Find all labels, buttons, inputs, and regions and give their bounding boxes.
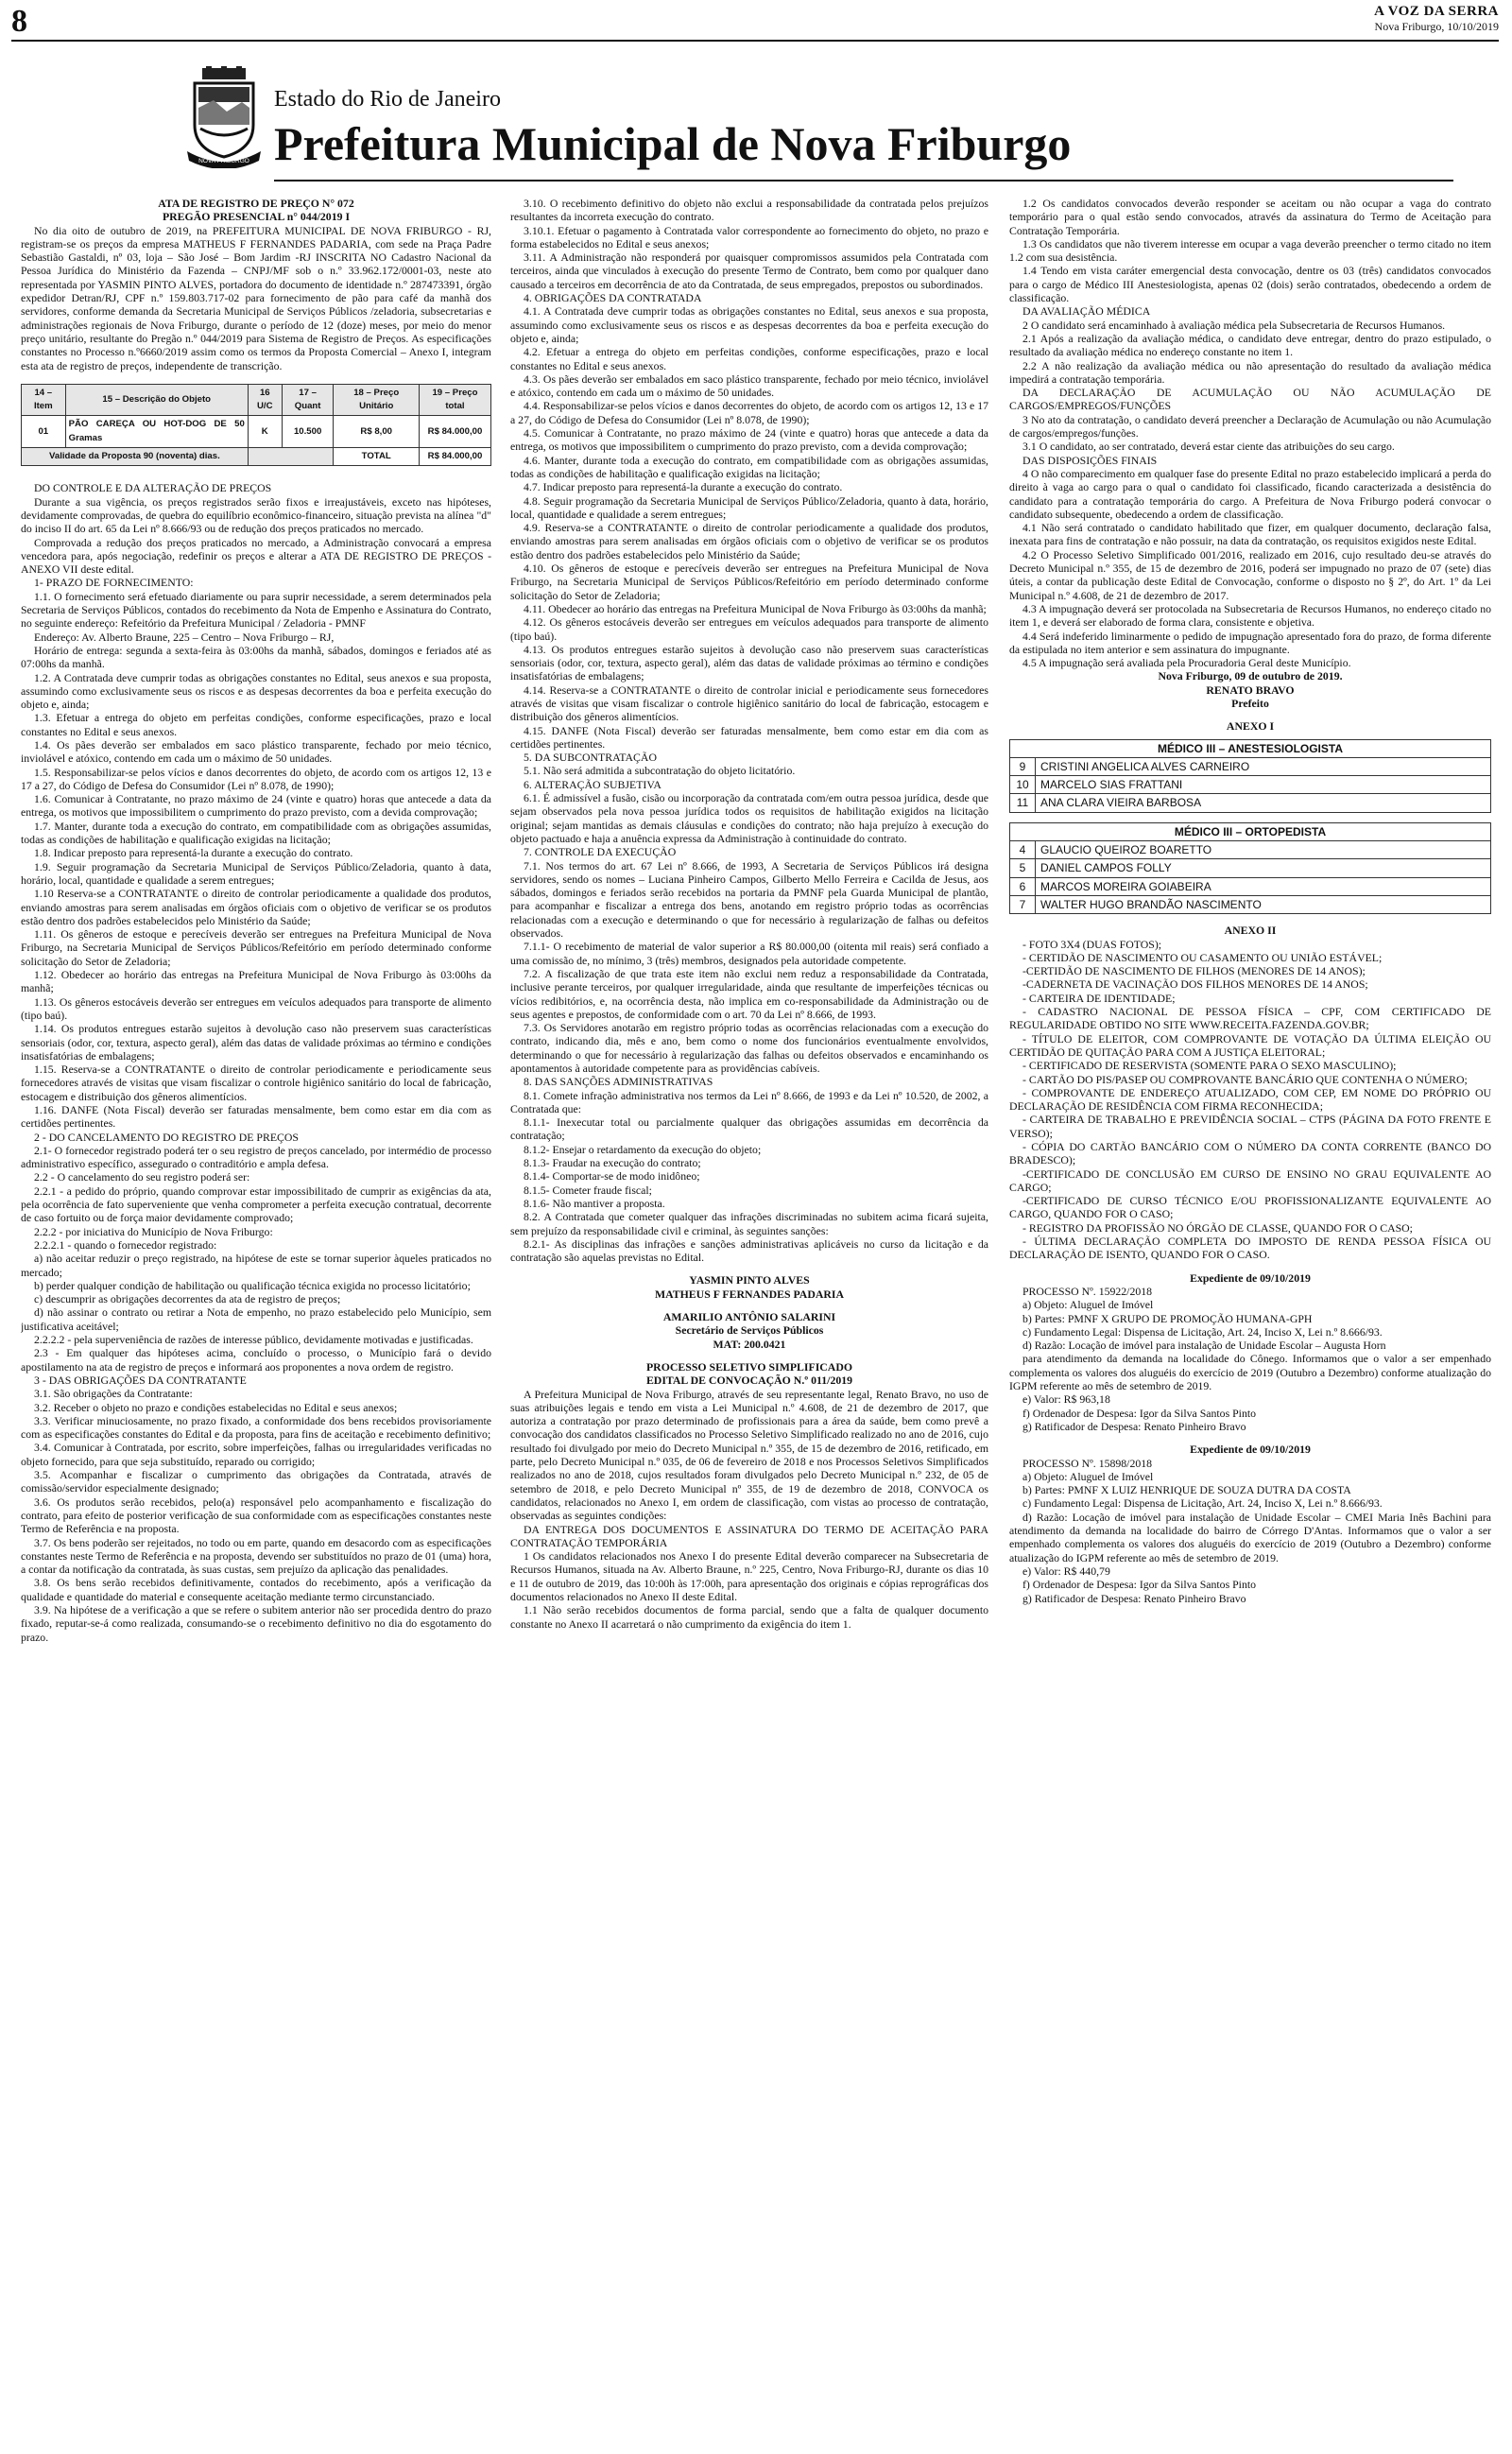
paragraph: 2.2 A não realização da avaliação médica ou não apresentação do resultado da avaliação médica impedirá a contratação temporária. [1009, 358, 1491, 386]
paragraph: 3.10. O recebimento definitivo do objeto não exclui a responsabilidade da contratada pelos prejuízos resultantes da incorreta execução do contrato. [510, 197, 988, 224]
list-item: PROCESSO Nº. 15922/2018 [1022, 1284, 1153, 1298]
sign-date: Nova Friburgo, 09 de outubro de 2019. [1158, 669, 1343, 683]
paragraph: 1.7. Manter, durante toda a execução do contrato, em compatibilidade com as obrigações assumidas, todas as condições de habilitação e qualificação exigidas na licitação; [21, 819, 491, 847]
edital-body [510, 1388, 988, 1631]
paragraph: 5. DA SUBCONTRATAÇÃO [524, 751, 657, 765]
table-cell: 10.500 [282, 416, 334, 448]
mayor-role: Prefeito [1231, 696, 1269, 710]
table-cell: R$ 8,00 [334, 416, 419, 448]
paragraph: DAS DISPOSIÇÕES FINAIS [1022, 453, 1158, 467]
paragraph: 3 No ato da contratação, o candidato deverá preencher a Declaração de Acumulação ou não Acumulação de cargos/empregos/funções. [1009, 412, 1491, 441]
paragraph: Durante a sua vigência, os preços registrados serão fixos e irreajustáveis, exceto nas hipóteses, devidamente comprovadas, de quebra do equilíbrio econômico-financeiro, situação prevista na alínea "d" do inciso II do art. 65 da Lei nº 8.666/93 ou de redução dos preços praticados no mercado. [21, 494, 491, 536]
expediente-title: Expediente de 09/10/2019 [1190, 1443, 1311, 1457]
signature-mat: MAT: 200.0421 [713, 1337, 786, 1351]
paragraph: 1.8. Indicar preposto para representá-la durante a execução do contrato. [34, 846, 353, 860]
paragraph: 1.4. Os pães deverão ser embalados em saco plástico transparente, fechado por meio técnico, inviolável e atóxico, contendo em cada um o máximo de 50 unidades. [21, 737, 491, 766]
list-item: f) Ordenador de Despesa: Igor da Silva Santos Pinto [1022, 1406, 1257, 1420]
table-cell: R$ 84.000,00 [419, 416, 490, 448]
list-item: d) Razão: Locação de imóvel para instalação de Unidade Escolar – Augusta Horn [1022, 1339, 1386, 1353]
ata-title: ATA DE REGISTRO DE PREÇO N° 072 [158, 197, 354, 210]
paragraph: 8.1.6- Não mantiver a proposta. [524, 1196, 665, 1210]
svg-text:NOVA FRIBURGO: NOVA FRIBURGO [198, 158, 249, 164]
ata-intro: No dia oito de outubro de 2019, na PREFEITURA MUNICIPAL DE NOVA FRIBURGO - RJ, registram-se os preços da empresa MATHEUS F FERNANDES PADARIA, com sede na Praça Padre Sebastião Gastaldi, nº 03, loja – São José – Bom Jardim -RJ INSCRITA NO Cadastro Nacional da Pessoa Jurídica do Ministério da Fazenda – CNPJ/MF sob o n.º 33.962.172/0001-03, neste ato representada por YASMIN PINTO ALVES, portadora do documento de identidade n.º 287473391, órgão expedidor Detran/RJ, CPF n.º 159.803.717-02 para fornecimento de pão para café da manhã dos servidores, conforme demanda da Secretaria Municipal de Serviços Públicos /zeladoria, subsecretarias e administrações regionais de Nova Friburgo, durante o período de 12 (doze) meses, por meio do menor preço unitário, resultante do Pregão n.º 044/2019 para Sistema de Registro de Preços. As especificações constantes no Processo n.º6660/2019 assim como os termos da Proposta Comercial – Anexo I, integram esta ata de registro de preços, independente de transcrição. [21, 223, 491, 372]
paragraph: 1.1. O fornecimento será efetuado diariamente ou para suprir necessidade, a serem determinados pela Secretaria de Serviços Públicos, contados do recebimento da Nota de Empenho e Assinatura do Contrato, no seguinte endereço: Refeitório da Prefeitura Municipal / Zeladoria - PMNF [21, 589, 491, 631]
pregao-title: PREGÃO PRESENCIAL n° 044/2019 I [162, 210, 351, 224]
list-item: - REGISTRO DA PROFISSÃO NO ÓRGÃO DE CLASSE, QUANDO FOR O CASO; [1022, 1220, 1413, 1235]
paragraph: 2 O candidato será encaminhado à avaliação médica pela Subsecretaria de Recursos Humanos. [1022, 318, 1446, 332]
paragraph: Comprovada a redução dos preços praticados no mercado, a Administração convocará a empresa vencedora para, após negociação, redefinir os preços e alterar a ATA DE REGISTRO DE PREÇOS - ANEXO VII deste edital. [21, 535, 491, 577]
paragraph: 2 - DO CANCELAMENTO DO REGISTRO DE PREÇOS [34, 1130, 299, 1144]
col1-body [21, 481, 491, 1644]
paragraph: 2.1- O fornecedor registrado poderá ter o seu registro de preços cancelado, por intermédio de processo administrativo específico, assegurado o contraditório e ampla defesa. [21, 1143, 491, 1171]
paragraph: 4.2. Efetuar a entrega do objeto em perfeitas condições, conforme especificações, prazo e local constantes no Edital e seus anexos. [510, 345, 988, 372]
table-row: 9 CRISTINI ANGELICA ALVES CARNEIRO [1010, 757, 1491, 775]
paragraph: 1.3 Os candidatos que não tiverem interesse em ocupar a vaga deverão preencher o termo citado no item 1.2 com sua desistência. [1009, 236, 1491, 265]
paragraph: 2.2.2.2 - pela superveniência de razões de interesse público, devidamente motivadas e justificadas. [34, 1333, 473, 1347]
validity-cell: Validade da Proposta 90 (noventa) dias. [22, 448, 249, 466]
paragraph: 3.9. Na hipótese de a verificação a que se refere o subitem anterior não ser procedida dentro do prazo fixado, reputar-se-á como realizada, consumando-se o recebimento definitivo no dia do esgotamento do prazo. [21, 1602, 491, 1644]
paragraph: 8.1.5- Cometer fraude fiscal; [524, 1183, 652, 1197]
paragraph: 8.1. Comete infração administrativa nos termos da Lei nº 8.666, de 1993 e da Lei nº 10.520, de 2002, a Contratada que: [510, 1088, 988, 1115]
paragraph: 1.2 Os candidatos convocados deverão responder se aceitam ou não ocupar a vaga do contrato temporário para o qual estão sendo convocados, através da assinatura do Termo de Aceitação para Contratação Temporária. [1009, 197, 1491, 237]
paragraph: 1.9. Seguir programação da Secretaria Municipal de Serviços Público/Zeladoria, quanto à data, horário, local, quantidade e qualidade a serem entregues; [21, 859, 491, 887]
table-cell: PÃO CAREÇA OU HOT-DOG DE 50 Gramas [65, 416, 248, 448]
total-value: R$ 84.000,00 [419, 448, 490, 466]
paragraph: 7.1.1- O recebimento de material de valor superior a R$ 80.000,00 (oitenta mil reais) será confiado a uma comissão de, no mínimo, 3 (três) membros, designados pela autoridade competente. [510, 940, 988, 967]
paragraph: 8.1.2- Ensejar o retardamento da execução do objeto; [524, 1142, 762, 1156]
list-item: c) Fundamento Legal: Dispensa de Licitação, Art. 24, Inciso X, Lei n.º 8.666/93. [1022, 1496, 1383, 1511]
paragraph: 3.10.1. Efetuar o pagamento à Contratada valor correspondente ao fornecimento do objeto, no prazo e forma estabelecidos no Edital e seus anexos; [510, 223, 988, 251]
paragraph: 4.11. Obedecer ao horário das entregas na Prefeitura Municipal de Nova Friburgo às 03:00hs da manhã; [524, 601, 987, 615]
paragraph: 4.13. Os produtos entregues estarão sujeitos à devolução caso não preservem suas características sensoriais (odor, cor, textura, aspecto geral), além das datas de validade próximas ao término e condições insatisfatórias de embalagens; [510, 642, 988, 683]
table-header: 18 – Preço Unitário [334, 384, 419, 416]
table-row: 11 ANA CLARA VIEIRA BARBOSA [1010, 794, 1491, 812]
paragraph: 4.14. Reserva-se a CONTRATANTE o direito de controlar inicial e periodicamente seus fornecedores através de visitas que visam fiscalizar o controle higiênico sanitário do local de fabricação, estocagem e distribuição dos gêneros alimentícios. [510, 683, 988, 724]
list-item: e) Valor: R$ 963,18 [1022, 1392, 1110, 1407]
paragraph: 4.1 Não será contratado o candidato habilitado que fizer, em qualquer documento, declaração falsa, inexata para fins de contratação e não possuir, na data da contratação, os requisitos exigidos neste Edital. [1009, 521, 1491, 548]
paragraph: 8.2. A Contratada que cometer qualquer das infrações discriminadas no subitem acima ficará sujeita, sem prejuízo da responsabilidade civil e criminal, às seguintes sanções: [510, 1210, 988, 1237]
column-1 [21, 197, 491, 2437]
list-item: a) Objeto: Aluguel de Imóvel [1022, 1298, 1154, 1312]
table-row [22, 448, 491, 466]
paragraph: 1.16. DANFE (Nota Fiscal) deverão ser faturadas mensalmente, bem como estar em dia com as certidões pertinentes. [21, 1103, 491, 1131]
list-item: -CERTIDÃO DE NASCIMENTO DE FILHOS (MENORES DE 14 ANOS); [1022, 964, 1366, 978]
paragraph: 8.1.3- Fraudar na execução do contrato; [524, 1156, 701, 1170]
paragraph: 1.15. Reserva-se a CONTRATANTE o direito de controlar periodicamente e periodicamente seus fornecedores através de visitas que visam fiscalizar o controle higiênico sanitário do local de fabricação, estocagem e distribuição dos gêneros alimentícios. [21, 1063, 491, 1103]
list-item: - TÍTULO DE ELEITOR, COM COMPROVANTE DE VOTAÇÃO DA ÚLTIMA ELEIÇÃO OU CERTIDÃO DE QUITAÇÃO PARA COM A JUSTIÇA ELEITORAL; [1009, 1031, 1491, 1059]
table-header: 19 – Preço total [419, 384, 490, 416]
paragraph: b) perder qualquer condição de habilitação ou qualificação técnica exigida no processo licitatório; [34, 1278, 471, 1292]
paragraph: 1.5. Responsabilizar-se pelos vícios e danos decorrentes do objeto, de acordo com os artigos 12, 13 e 17 a 27, do Código de Defesa do Consumidor (Lei nº 8.078, de 1990); [21, 765, 491, 792]
table-header: 17 – Quant [282, 384, 334, 416]
table-row: 4 GLAUCIO QUEIROZ BOARETTO [1010, 841, 1491, 859]
paragraph: 3 - DAS OBRIGAÇÕES DA CONTRATANTE [34, 1373, 247, 1387]
paragraph: 3.7. Os bens poderão ser rejeitados, no todo ou em parte, quando em desacordo com as especificações constantes neste Termo de Referência e na proposta, devendo ser substituídos no prazo de 01 (uma) hora, a contar da notificação da contratada, às suas custas, sem prejuízo da aplicação das penalidades. [21, 1535, 491, 1577]
paragraph: 2.3 - Em qualquer das hipóteses acima, concluído o processo, o Município fará o devido apostilamento na ata de registro de preços e informará aos proponentes a nova ordem de registro. [21, 1346, 491, 1374]
paragraph: 1.12. Obedecer ao horário das entregas na Prefeitura Municipal de Nova Friburgo às 03:00hs da manhã; [21, 968, 491, 995]
list-item: - CARTEIRA DE IDENTIDADE; [1022, 991, 1176, 1005]
list-item: - CADASTRO NACIONAL DE PESSOA FÍSICA – CPF, COM CERTIFICADO DE REGULARIDADE OBTIDO NO SITE WWW.RECEITA.FAZENDA.GOV.BR; [1009, 1005, 1491, 1032]
paragraph: 4.3 A impugnação deverá ser protocolada na Subsecretaria de Recursos Humanos, no endereço citado no item 1, e deverá ser elaborado de forma clara, consistente e objetiva. [1009, 601, 1491, 630]
paragraph: 4.7. Indicar preposto para representá-la durante a execução do contrato. [524, 480, 843, 494]
paragraph: 1.6. Comunicar à Contratante, no prazo máximo de 24 (vinte e quatro) horas que antecede a data da entrega, os motivos que impossibilitem o cumprimento do prazo previsto, com a devida comprovação; [21, 792, 491, 820]
paragraph: 1.1 Não serão recebidos documentos de forma parcial, sendo que a falta de qualquer documento constante no Anexo II acarretará o não cumprimento da exigência do item 1. [510, 1603, 988, 1631]
paragraph: 8.2.1- As disciplinas das infrações e sanções administrativas aplicáveis no curso da licitação e da contratação são aquelas previstas no Edital. [510, 1236, 988, 1265]
signature-company: MATHEUS F FERNANDES PADARIA [654, 1287, 844, 1301]
table-row [22, 416, 491, 448]
paragraph: 4.15. DANFE (Nota Fiscal) deverão ser faturadas mensalmente, bem como estar em dia com as certidões pertinentes. [510, 723, 988, 751]
list-item: - CÓPIA DO CARTÃO BANCÁRIO COM O NÚMERO DA CONTA CORRENTE (BANCO DO BRADESCO); [1009, 1140, 1491, 1167]
column-2 [510, 197, 988, 2437]
list-item: g) Ratificador de Despesa: Renato Pinheiro Bravo [1022, 1419, 1246, 1433]
anexo1-title: ANEXO I [1226, 719, 1275, 734]
list-item: b) Partes: PMNF X LUIZ HENRIQUE DE SOUZA DUTRA DA COSTA [1022, 1483, 1351, 1497]
paragraph: 4. OBRIGAÇÕES DA CONTRATADA [524, 291, 702, 305]
paragraph: 3.11. A Administração não responderá por quaisquer compromissos assumidos pela Contratada com terceiros, ainda que vinculados à execução do presente Termo de Contrato, bem como por qualquer dano causado a terceiros em decorrência de ato da Contratada, de seus empregados, prepostos ou subordinados. [510, 251, 988, 291]
municipality-title: Prefeitura Municipal de Nova Friburgo [274, 117, 1072, 170]
table-cell: K [248, 416, 282, 448]
list-item: e) Valor: R$ 440,79 [1022, 1564, 1110, 1578]
top-rule [11, 40, 1499, 42]
paragraph: 3.1 O candidato, ao ser contratado, deverá estar ciente das atribuições do seu cargo. [1022, 440, 1395, 454]
paragraph: 7.1. Nos termos do art. 67 Lei nº 8.666, de 1993, A Secretaria de Serviços Públicos irá designa servidores, sendo os nomes – Luciana Pinheiro Campos, Gilberto Mello Ferreira e Cacilda de Jesus, aos sábados, domingos e feriados serão recebidos na portaria da PMNF pela Guarda Municipal de plantão, para acompanhar e fiscalizar a entrega dos bens, anotando em registro próprio todas as ocorrências relacionadas com a execução e determinando o que for necessário à regularização de falhas ou defeitos observados. [510, 858, 988, 941]
state-name: Estado do Rio de Janeiro [274, 87, 501, 112]
paragraph: 1 Os candidatos relacionados nos Anexo I do presente Edital deverão comparecer na Subsecretaria de Recursos Humanos, situada na Av. Alberto Braune, n.º 225, Centro, Nova Friburgo-RJ, durante os dias 10 e 11 de outubro de 2019, das 10:00h às 17:00h, para apresentação dos originais e cópias reprográficas dos documentos relacionados no Anexo II deste Edital. [510, 1549, 988, 1603]
list-item: para atendimento da demanda na localidade do Cônego. Informamos que o valor a ser empenhado complementa os valores dos aluguéis do exercício de 2019 (Outubro a Dezembro) conforme atualização do IGPM referente ao mês de setembro de 2019. [1009, 1352, 1491, 1393]
expediente-2 [1009, 1457, 1491, 1605]
paragraph: 2.2.1 - a pedido do próprio, quando comprovar estar impossibilitado de cumprir as exigências da ata, pela ocorrência de fato superveniente que venha comprometer a perfeita execução contratual, decorrente de caso fortuito ou de força maior devidamente comprovado; [21, 1184, 491, 1225]
list-item: - CERTIDÃO DE NASCIMENTO OU CASAMENTO OU UNIÃO ESTÁVEL; [1022, 950, 1383, 964]
date-line: Nova Friburgo, 10/10/2019 [1374, 20, 1499, 33]
paragraph: 4.10. Os gêneros de estoque e perecíveis deverão ser entregues na Prefeitura Municipal de Nova Friburgo, na Secretaria Municipal de Serviços Públicos/Refeitório em período determinado conforme solicitação do Setor de Zeladoria; [510, 562, 988, 602]
paragraph: DO CONTROLE E DA ALTERAÇÃO DE PREÇOS [34, 481, 272, 495]
edital-subtitle: EDITAL DE CONVOCAÇÃO N.º 011/2019 [645, 1374, 853, 1388]
paragraph: Endereço: Av. Alberto Braune, 225 – Centro – Nova Friburgo – RJ, [34, 630, 335, 644]
paragraph: 3.2. Receber o objeto no prazo e condições estabelecidas no Edital e seus anexos; [34, 1400, 398, 1414]
table-row: 7 WALTER HUGO BRANDÃO NASCIMENTO [1010, 895, 1491, 913]
table-title: MÉDICO III – ORTOPEDISTA [1010, 822, 1491, 840]
coat-of-arms-icon [185, 66, 263, 168]
signature-role: Secretário de Serviços Públicos [675, 1323, 824, 1338]
list-item: -CERTIFICADO DE CONCLUSÃO EM CURSO DE ENSINO NO GRAU EQUIVALENTE AO CARGO; [1009, 1167, 1491, 1194]
paragraph: d) não assinar o contrato ou retirar a Nota de empenho, no prazo estabelecido pelo Município, sem justificativa aceitável; [21, 1305, 491, 1333]
total-label: TOTAL [334, 448, 419, 466]
paragraph: 7.2. A fiscalização de que trata este item não exclui nem reduz a responsabilidade da Contratada, inclusive perante terceiros, por qualquer irregularidade, ainda que resultante de imperfeições técnicas ou vícios redibitórios, e, na ocorrência desta, não implica em co-responsabilidade da Administração ou de seus agentes e prepostos, de conformidade com o art. 70 da Lei nº 8.666, de 1993. [510, 966, 988, 1021]
orthopedics-table [1009, 822, 1491, 914]
list-item: -CERTIFICADO DE CURSO TÉCNICO E/OU PROFISSIONALIZANTE EQUIVALENTE AO CARGO, QUANDO FOR O CASO; [1009, 1194, 1491, 1221]
paragraph: 3.4. Comunicar à Contratada, por escrito, sobre imperfeições, falhas ou irregularidades verificadas no objeto fornecido, para que seja substituído, reparado ou corrigido; [21, 1441, 491, 1468]
list-item: PROCESSO Nº. 15898/2018 [1022, 1456, 1153, 1470]
list-item: g) Ratificador de Despesa: Renato Pinheiro Bravo [1022, 1591, 1246, 1605]
col3-body [1009, 197, 1491, 669]
paragraph: DA DECLARAÇÃO DE ACUMULAÇÃO OU NÃO ACUMULAÇÃO DE CARGOS/EMPREGOS/FUNÇÕES [1009, 386, 1491, 413]
paragraph: 4.1. A Contratada deve cumprir todas as obrigações constantes no Edital, seus anexos e sua proposta, assumindo como exclusivamente seus os riscos e as despesas decorrentes da boa e perfeita execução do objeto e, ainda; [510, 304, 988, 345]
column-3 [1009, 197, 1491, 2437]
price-table [21, 384, 491, 466]
table-header: 14 – Item [22, 384, 66, 416]
paragraph: 3.5. Acompanhar e fiscalizar o cumprimento das obrigações da Contratada, através de comissão/servidor especialmente designado; [21, 1468, 491, 1495]
anesthesiology-table [1009, 739, 1491, 813]
paragraph: 2.2.2.1 - quando o fornecedor registrado: [34, 1237, 217, 1252]
paragraph: 4.12. Os gêneros estocáveis deverão ser entregues em veículos adequados para transporte de alimento (tipo baú). [510, 615, 988, 643]
paragraph: Horário de entrega: segunda a sexta-feira às 03:00hs da manhã, sábados, domingos e feriados até as 07:00hs da manhã. [21, 643, 491, 671]
signature-secretary: AMARILIO ANTÔNIO SALARINI [662, 1310, 836, 1324]
paragraph: DA AVALIAÇÃO MÉDICA [1022, 304, 1151, 319]
table-row: 5 DANIEL CAMPOS FOLLY [1010, 859, 1491, 877]
header-rule [274, 180, 1453, 181]
paragraph: 1.2. A Contratada deve cumprir todas as obrigações constantes no Edital, seus anexos e sua proposta, assumindo como exclusivamente seus os riscos e as despesas decorrentes da boa e perfeita execução do objeto e, ainda; [21, 670, 491, 712]
table-cell: 01 [22, 416, 66, 448]
paragraph: 8.1.1- Inexecutar total ou parcialmente qualquer das obrigações assumidas em decorrência da contratação; [510, 1115, 988, 1143]
paragraph: 3.8. Os bens serão recebidos definitivamente, contados do recebimento, após a verificação da qualidade e quantidade do material e consequente aceitação mediante termo circunstanciado. [21, 1576, 491, 1603]
paragraph: 4.5 A impugnação será avaliada pela Procuradoria Geral deste Município. [1022, 656, 1351, 670]
table-header: 16 U/C [248, 384, 282, 416]
list-item: - CARTEIRA DE TRABALHO E PREVIDÊNCIA SOCIAL – CTPS (PÁGINA DA FOTO FRENTE E VERSO); [1009, 1113, 1491, 1140]
list-item: - CARTÃO DO PIS/PASEP OU COMPROVANTE BANCÁRIO QUE CONTENHA O NÚMERO; [1022, 1072, 1468, 1086]
paragraph: 6. ALTERAÇÃO SUBJETIVA [524, 777, 662, 791]
paragraph: 5.1. Não será admitida a subcontratação do objeto licitatório. [524, 764, 796, 778]
paragraph: 4.6. Manter, durante toda a execução do contrato, em compatibilidade com as obrigações assumidas, todas as condições de habilitação e qualificação exigidas na licitação; [510, 453, 988, 480]
paragraph: 4.9. Reserva-se a CONTRATANTE o direito de controlar periodicamente a qualidade dos produtos, enviando amostras para serem analisadas em órgãos oficiais com o objetivo de verificar se os produtos estão dentro dos padrões estabelecidos pelo Ministério da Saúde; [510, 521, 988, 562]
list-item: c) Fundamento Legal: Dispensa de Licitação, Art. 24, Inciso X, Lei n.º 8.666/93. [1022, 1324, 1383, 1339]
paragraph: 2.1 Após a realização da avaliação médica, o candidato deve entregar, dentro do prazo estipulado, o resultado da avaliação médica no endereço constante no item 1. [1009, 331, 1491, 359]
paragraph: 8.1.4- Comportar-se de modo inidôneo; [524, 1169, 700, 1184]
paragraph: 2.2 - O cancelamento do seu registro poderá ser: [34, 1170, 250, 1184]
paragraph: 2.2.2 - por iniciativa do Município de Nova Friburgo: [34, 1224, 273, 1238]
paragraph: 4.4. Responsabilizar-se pelos vícios e danos decorrentes do objeto, de acordo com os artigos 12, 13 e 17 a 27, do Código de Defesa do Consumidor (Lei nº 8.078, de 1990); [510, 399, 988, 426]
paragraph: 4.4 Será indeferido liminarmente o pedido de impugnação apresentado fora do prazo, de forma diferente da estipulada no item anterior e sem assinatura do impugnante. [1009, 629, 1491, 656]
paragraph: 1- PRAZO DE FORNECIMENTO: [34, 576, 194, 590]
list-item: -CADERNETA DE VACINAÇÃO DOS FILHOS MENORES DE 14 ANOS; [1022, 977, 1368, 992]
paragraph: 3.1. São obrigações da Contratante: [34, 1387, 193, 1401]
anexo2-title: ANEXO II [1224, 924, 1277, 938]
list-item: a) Objeto: Aluguel de Imóvel [1022, 1469, 1154, 1483]
paragraph: 7. CONTROLE DA EXECUÇÃO [524, 845, 677, 859]
list-item: - CERTIFICADO DE RESERVISTA (SOMENTE PARA O SEXO MASCULINO); [1022, 1059, 1397, 1073]
paragraph: 4 O não comparecimento em qualquer fase do presente Edital no prazo estabelecido implicará a perda do direito à vaga ao cargo para o qual o candidato foi classificado, ficando caracterizada a desistência do candidato para a contratação temporária do cargo. A Prefeitura de Nova Friburgo poderá convocar o candidato subsequente, obedecendo a ordem de classificação. [1009, 466, 1491, 521]
paragraph: 4.3. Os pães deverão ser embalados em saco plástico transparente, fechado por meio técnico, inviolável e atóxico, contendo em cada um o máximo de 50 unidades. [510, 372, 988, 400]
edital-title: PROCESSO SELETIVO SIMPLIFICADO [645, 1359, 853, 1374]
col2-body [510, 197, 988, 1264]
paragraph: 4.8. Seguir programação da Secretaria Municipal de Serviços Público/Zeladoria, quanto à data, horário, local, quantidade e qualidade a serem entregues; [510, 493, 988, 521]
paragraph: 1.11. Os gêneros de estoque e perecíveis deverão ser entregues na Prefeitura Municipal de Nova Friburgo, na Secretaria Municipal de Serviços Públicos/Refeitório em período determinado conforme solicitação do Setor de Zeladoria; [21, 927, 491, 968]
paragraph: 6.1. É admissível a fusão, cisão ou incorporação da contratada com/em outra pessoa jurídica, desde que sejam observados pela nova pessoa jurídica todos os requisitos de habilitação exigidos na licitação original; sejam mantidas as demais cláusulas e condições do contrato; não haja prejuízo à execução do objeto pactuado e haja a anuência expressa da Administração à continuidade do contrato. [510, 791, 988, 845]
paragraph: 1.3. Efetuar a entrega do objeto em perfeitas condições, conforme especificações, prazo e local constantes no Edital e seus anexos. [21, 711, 491, 738]
list-item: f) Ordenador de Despesa: Igor da Silva Santos Pinto [1022, 1578, 1257, 1592]
page-number: 8 [11, 4, 27, 39]
newspaper-name: A VOZ DA SERRA [1374, 4, 1499, 19]
list-item: - COMPROVANTE DE ENDEREÇO ATUALIZADO, COM CEP, EM NOME DO PRÓPRIO OU DECLARAÇÃO DE RESIDÊNCIA COM FIRMA RECONHECIDA; [1009, 1085, 1491, 1114]
paragraph: 4.2 O Processo Seletivo Simplificado 001/2016, realizado em 2016, cujo resultado deu-se através do Decreto Municipal n.º 355, de 15 de dezembro de 2016, poderá ser impugnado no prazo de 07 (sete) dias úteis, a contar da publicação deste Edital de Convocação, conforme o disposto no § 2º, do Art. 1º da Lei Municipal n.º 4.608, de 21 de dezembro de 2017. [1009, 547, 1491, 602]
paragraph: 3.6. Os produtos serão recebidos, pelo(a) responsável pelo acompanhamento e fiscalização do contrato, para efeito de posterior verificação de sua conformidade com as especificações constantes neste Termo de Referência e na proposta. [21, 1495, 491, 1536]
paragraph: 1.10 Reserva-se a CONTRATANTE o direito de controlar periodicamente a qualidade dos produtos, enviando amostras para serem analisadas em órgãos oficiais com o objetivo de verificar se os produtos estão dentro dos padrões estabelecidos pelo Ministério da Saúde; [21, 887, 491, 927]
paragraph: c) descumprir as obrigações decorrentes da ata de registro de preços; [34, 1292, 341, 1306]
paragraph: 1.13. Os gêneros estocáveis deverão ser entregues em veículos adequados para transporte de alimento (tipo baú). [21, 994, 491, 1022]
table-title: MÉDICO III – ANESTESIOLOGISTA [1010, 739, 1491, 757]
list-item: - FOTO 3X4 (DUAS FOTOS); [1022, 937, 1162, 951]
list-item: - ÚLTIMA DECLARAÇÃO COMPLETA DO IMPOSTO DE RENDA PESSOA FÍSICA OU DECLARAÇÃO DE ISENTO, QUANDO FOR O CASO. [1009, 1235, 1491, 1262]
paragraph: 1.4 Tendo em vista caráter emergencial desta convocação, dentre os 03 (três) candidatos convocados para o cargo de Médico III Anestesiologista, apenas 02 (dois) serão contratados, obedecendo a ordem de classificação. [1009, 264, 1491, 305]
paragraph: DA ENTREGA DOS DOCUMENTOS E ASSINATURA DO TERMO DE ACEITAÇÃO PARA CONTRATAÇÃO TEMPORÁRIA [510, 1522, 988, 1549]
paragraph: 8. DAS SANÇÕES ADMINISTRATIVAS [524, 1075, 713, 1089]
mayor-name: RENATO BRAVO [1206, 683, 1295, 697]
table-header: 15 – Descrição do Objeto [65, 384, 248, 416]
anexo2-list [1009, 938, 1491, 1262]
paragraph: a) não aceitar reduzir o preço registrado, na hipótese de este se tornar superior àqueles praticados no mercado; [21, 1252, 491, 1279]
paragraph: 4.5. Comunicar à Contratante, no prazo máximo de 24 (vinte e quatro) horas que antecede a data da entrega, os motivos que impossibilitem o cumprimento do prazo previsto, com a devida comprovação; [510, 426, 988, 454]
list-item: b) Partes: PMNF X GRUPO DE PROMOÇÃO HUMANA-GPH [1022, 1311, 1313, 1325]
expediente-1 [1009, 1285, 1491, 1433]
list-item: d) Razão: Locação de imóvel para instalação de Unidade Escolar – CMEI Maria Inês Bachini para atendimento da demanda na localidade do bairro de Córrego D'Antas. Informamos que o valor a ser empenhado complementa os valores dos aluguéis do exercício de 2019 (Outubro a Dezembro) conforme atualização do IGPM referente ao mês de setembro de 2019. [1009, 1510, 1491, 1564]
signature-name: YASMIN PINTO ALVES [689, 1273, 810, 1287]
table-row: 6 MARCOS MOREIRA GOIABEIRA [1010, 877, 1491, 895]
paragraph: 1.14. Os produtos entregues estarão sujeitos à devolução caso não preservem suas características sensoriais (odor, cor, textura, aspecto geral), além das datas de validade próximas ao término e condições insatisfatórias de embalagens; [21, 1022, 491, 1063]
paragraph: 7.3. Os Servidores anotarão em registro próprio todas as ocorrências relacionadas com a execução do contrato, indicando dia, mês e ano, bem como o nome dos funcionários eventualmente envolvidos, determinando o que for necessário à regularização das falhas ou defeitos observados e encaminhando os apontamentos à autoridade competente para as providências cabíveis. [510, 1021, 988, 1075]
masthead [1374, 4, 1499, 34]
paragraph: 3.3. Verificar minuciosamente, no prazo fixado, a conformidade dos bens recebidos provisoriamente com as especificações constantes do Edital e da proposta, para fins de aceitação e recebimento definitivo; [21, 1413, 491, 1442]
paragraph: A Prefeitura Municipal de Nova Friburgo, através de seu representante legal, Renato Bravo, no uso de suas atribuições legais e tendo em vista a Lei Municipal n.º 4.608, de 21 de dezembro de 2017, que autoriza a contratação por prazo determinado de profissionais para a área da saúde, bem como prevê a convocação dos candidatos classificados no Processo Seletivo Simplificado realizado no ano de 2016, cujo resultado foi divulgado por meio do Decreto Municipal n.º 355, de 15 de dezembro de 2016, retificado, em parte, pelo Decreto Municipal n.º 035, de 06 de fevereiro de 2018 e nos Processos Seletivos Simplificados realizados no ano de 2018, cujos resultados foram divulgados pelo Decreto Municipal n.º 232, de 05 de setembro de 2018, e pelo Decreto Municipal nº 355, de 19 de dezembro de 2018, CONVOCA os candidatos, relacionados no Anexo I, em ordem de classificação, com vistas ao processo de contratação, observadas as seguintes condições: [510, 1387, 988, 1523]
expediente-title: Expediente de 09/10/2019 [1190, 1270, 1311, 1285]
table-row: 10 MARCELO SIAS FRATTANI [1010, 776, 1491, 794]
